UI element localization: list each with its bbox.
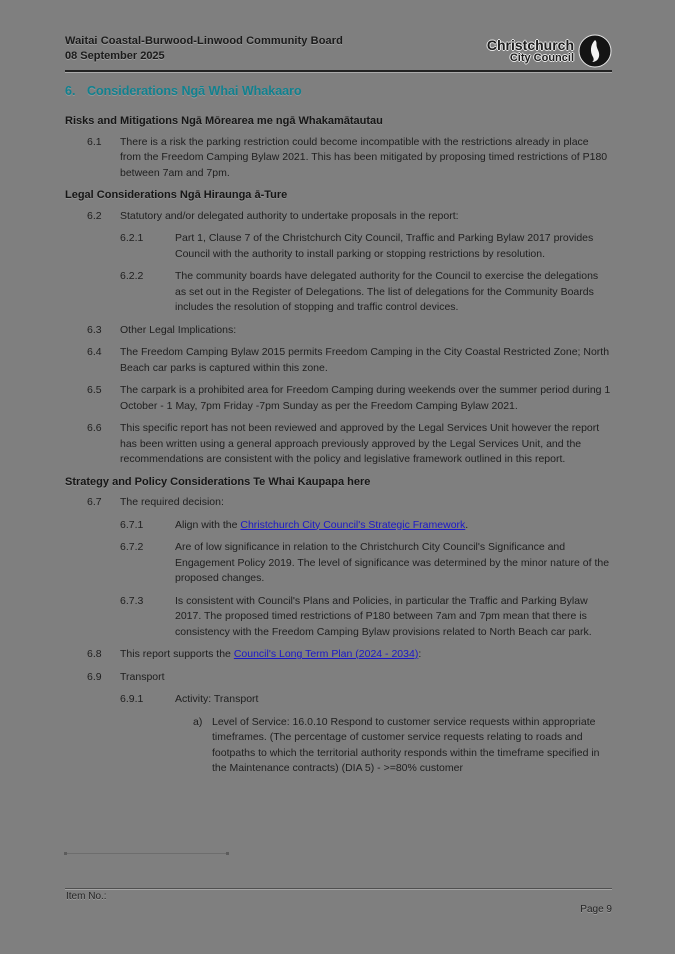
document-body [65,110,612,784]
clause-68 [65,647,612,663]
clause-622 [65,269,612,316]
clause-number: 6.5 [87,384,102,396]
clause-text: The community boards have delegated authority for the Council to exercise the delegations as set out in the Register of Delegations. The list of delegations for the Community Boards includes the resolution of stopping and traffic control devices. [175,270,599,313]
section-title-text: Considerations Ngā Whai Whakaaro [87,84,302,98]
artifact-handle-right [226,852,229,855]
subsection-heading: Legal Considerations Ngā Hiraunga ā-Ture [65,189,288,201]
clause-number: a) [193,715,203,728]
clause-text: Statutory and/or delegated authority to undertake proposals in the report: [120,209,459,222]
clause-a [65,715,612,777]
clause-63 [65,323,612,339]
clause-673 [65,594,612,641]
clause-number: 6.2.2 [120,270,144,282]
clause-621 [65,231,612,262]
section-number: 6. [65,84,76,98]
page-header [65,34,612,64]
clause-number: 6.3 [87,323,102,336]
ccc-logo-icon [578,34,612,68]
clause-text: Activity: Transport [175,693,259,705]
clause-number: 6.2.1 [120,232,144,244]
clause-text: The required decision: [120,496,224,508]
footer-page-number: Page 9 [580,904,612,915]
clause-text: Is consistent with Council's Plans and Policies, in particular the Traffic and Parking Bylaw 2017. The proposed timed restrictions of P180 between 7am and 7pm mean that there is consistency with the Freedom Camping Bylaw provisions related to North Beach car park. [175,594,592,638]
subsection-heading: Risks and Mitigations Ngā Mōrearea me ngā Whakamātautau [65,115,383,127]
clause-number: 6.2 [87,209,102,222]
clause-61 [65,135,612,182]
clause-number: 6.4 [87,346,102,358]
logo-line2: City Council [509,52,574,64]
artifact-handle-left [64,852,67,855]
council-logo [487,34,612,68]
clause-text: Level of Service: 16.0.10 Respond to customer service requests within appropriate timeframes. (The percentage of customer service requests relating to roads and footpaths to which the territorial authority responds within the timeframe specified in the Maintenance contracts) (DIA 5) - >=80% customer [212,715,600,774]
clause-text: Transport [120,670,165,683]
hyperlink[interactable]: Christchurch City Council's Strategic Framework [240,518,466,531]
clause-65 [65,383,612,414]
section-heading [65,84,612,98]
footer-rule [65,888,612,889]
clause-62 [65,209,612,225]
clause-number: 6.7.2 [120,541,144,553]
board-name: Waitai Coastal-Burwood-Linwood Community Board [65,35,343,47]
subsection-heading: Strategy and Policy Considerations Te Whai Kaupapa here [65,475,371,488]
clause-text: This specific report has not been reviewed and approved by the Legal Services Unit however the report has been written using a general approach previously approved by the Legal Services Unit, and the recommendations are consistent with the policy and legislative framework outlined in this report. [120,422,600,465]
clause-number: 6.9 [87,670,102,683]
logo-line1: Christchurch [486,37,574,53]
hyperlink[interactable]: Council's Long Term Plan (2024 - 2034) [233,648,419,660]
clause-number: 6.7 [87,496,102,508]
clause-672 [65,540,612,587]
clause-text: The carpark is a prohibited area for Freedom Camping during weekends over the summer period during 1 October - 1 May, 7pm Friday -7pm Sunday as per the Freedom Camping Bylaw 2021. [120,384,611,412]
clause-69 [65,670,612,686]
clause-text: Part 1, Clause 7 of the Christchurch City Council, Traffic and Parking Bylaw 2017 provides Council with the authority to install parking or stopping restrictions by resolution. [175,232,594,260]
clause-671 [65,518,612,534]
clause-text: There is a risk the parking restriction could become incompatible with the restrictions already in place from the Freedom Camping Bylaw 2021. This has been mitigated by proposing timed restrictions of P180 between 7am and 7pm. [120,135,608,179]
meeting-date: 08 September 2025 [65,50,165,62]
clause-text: The Freedom Camping Bylaw 2015 permits Freedom Camping in the City Coastal Restricted Zone; North Beach car parks is captured within this zone. [120,346,610,374]
clause-text: Are of low significance in relation to the Christchurch City Council's Significance and Engagement Policy 2019. The level of significance was determined by the minor nature of the proposed changes. [175,541,610,584]
clause-64 [65,345,612,376]
clause-text: This report supports the Council's Long Term Plan (2024 - 2034): [120,648,422,660]
clause-number: 6.6 [87,422,102,434]
header-rule [65,70,612,72]
council-logo-text [487,38,574,64]
clause-number: 6.1 [87,135,102,148]
clause-691 [65,692,612,708]
clause-number: 6.9.1 [120,693,144,705]
clause-number: 6.8 [87,648,102,660]
clause-67 [65,495,612,511]
clause-text: Align with the Christchurch City Council's Strategic Framework. [175,518,469,531]
clause-text: Other Legal Implications: [120,323,237,336]
footer-item-number: Item No.: [66,891,107,902]
divider-artifact [65,853,228,854]
clause-number: 6.7.1 [120,518,144,531]
clause-66 [65,421,612,468]
clause-number: 6.7.3 [120,594,144,607]
